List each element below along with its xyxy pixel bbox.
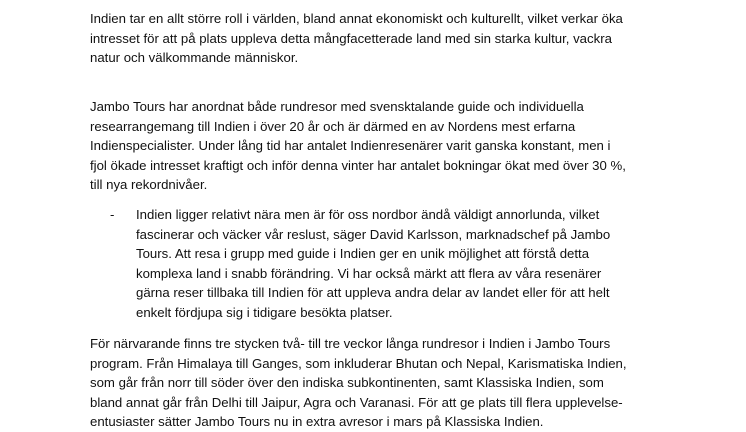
company-paragraph: Jambo Tours har anordnat både rundresor med svensktalande guide och individuella researrangemang till Indien i över 20 år och är därmed en av Nordens mest erfarna Indienspecialister. Under lång tid har antalet Indienresenärer varit ganska konstant, men i fjol ökade intresset kraftigt och inför denna vinter har antalet bokningar ökat med över 30 %, till nya rekordnivåer. <box>90 99 626 193</box>
quote-text: Indien ligger relativt nära men är för oss nordbor ändå väldigt annorlunda, vilket fascinerar och väcker vår reslust, säger David Karlsson, marknadschef på Jambo Tours. Att resa i grupp med guide i Indien ger en unik möjlighet att förstå detta komplexa land i snabb förändring. Vi har också märkt att flera av våra resenärer gärna reser tillbaka till Indien för att uppleva andra delar av landet eller för att helt enkelt fördjupa sig i tidigare besökta platser. <box>136 207 611 320</box>
tours-paragraph: För närvarande finns tre stycken två- till tre veckor långa rundresor i Indien i Jambo Tours program. Från Himalaya till Ganges, som inkluderar Bhutan och Nepal, Karismatiska Indien, som går från norr till söder över den indiska subkontinenten, samt Klassiska Indien, som bland annat går från Delhi till Jaipur, Agra och Varanasi. För att ge plats till flera upplevelse- entusiaster sätter Jambo Tours nu in extra avresor i mars på Klassiska Indien. <box>90 336 627 430</box>
bullet-marker: - <box>110 207 115 222</box>
intro-paragraph: Indien tar en allt större roll i världen, bland annat ekonomiskt och kulturellt, vilket verkar öka intresset för att på plats uppleva detta mångfacetterade land med sin starka kultur, vackra natur och välkommande människor. <box>90 11 623 66</box>
